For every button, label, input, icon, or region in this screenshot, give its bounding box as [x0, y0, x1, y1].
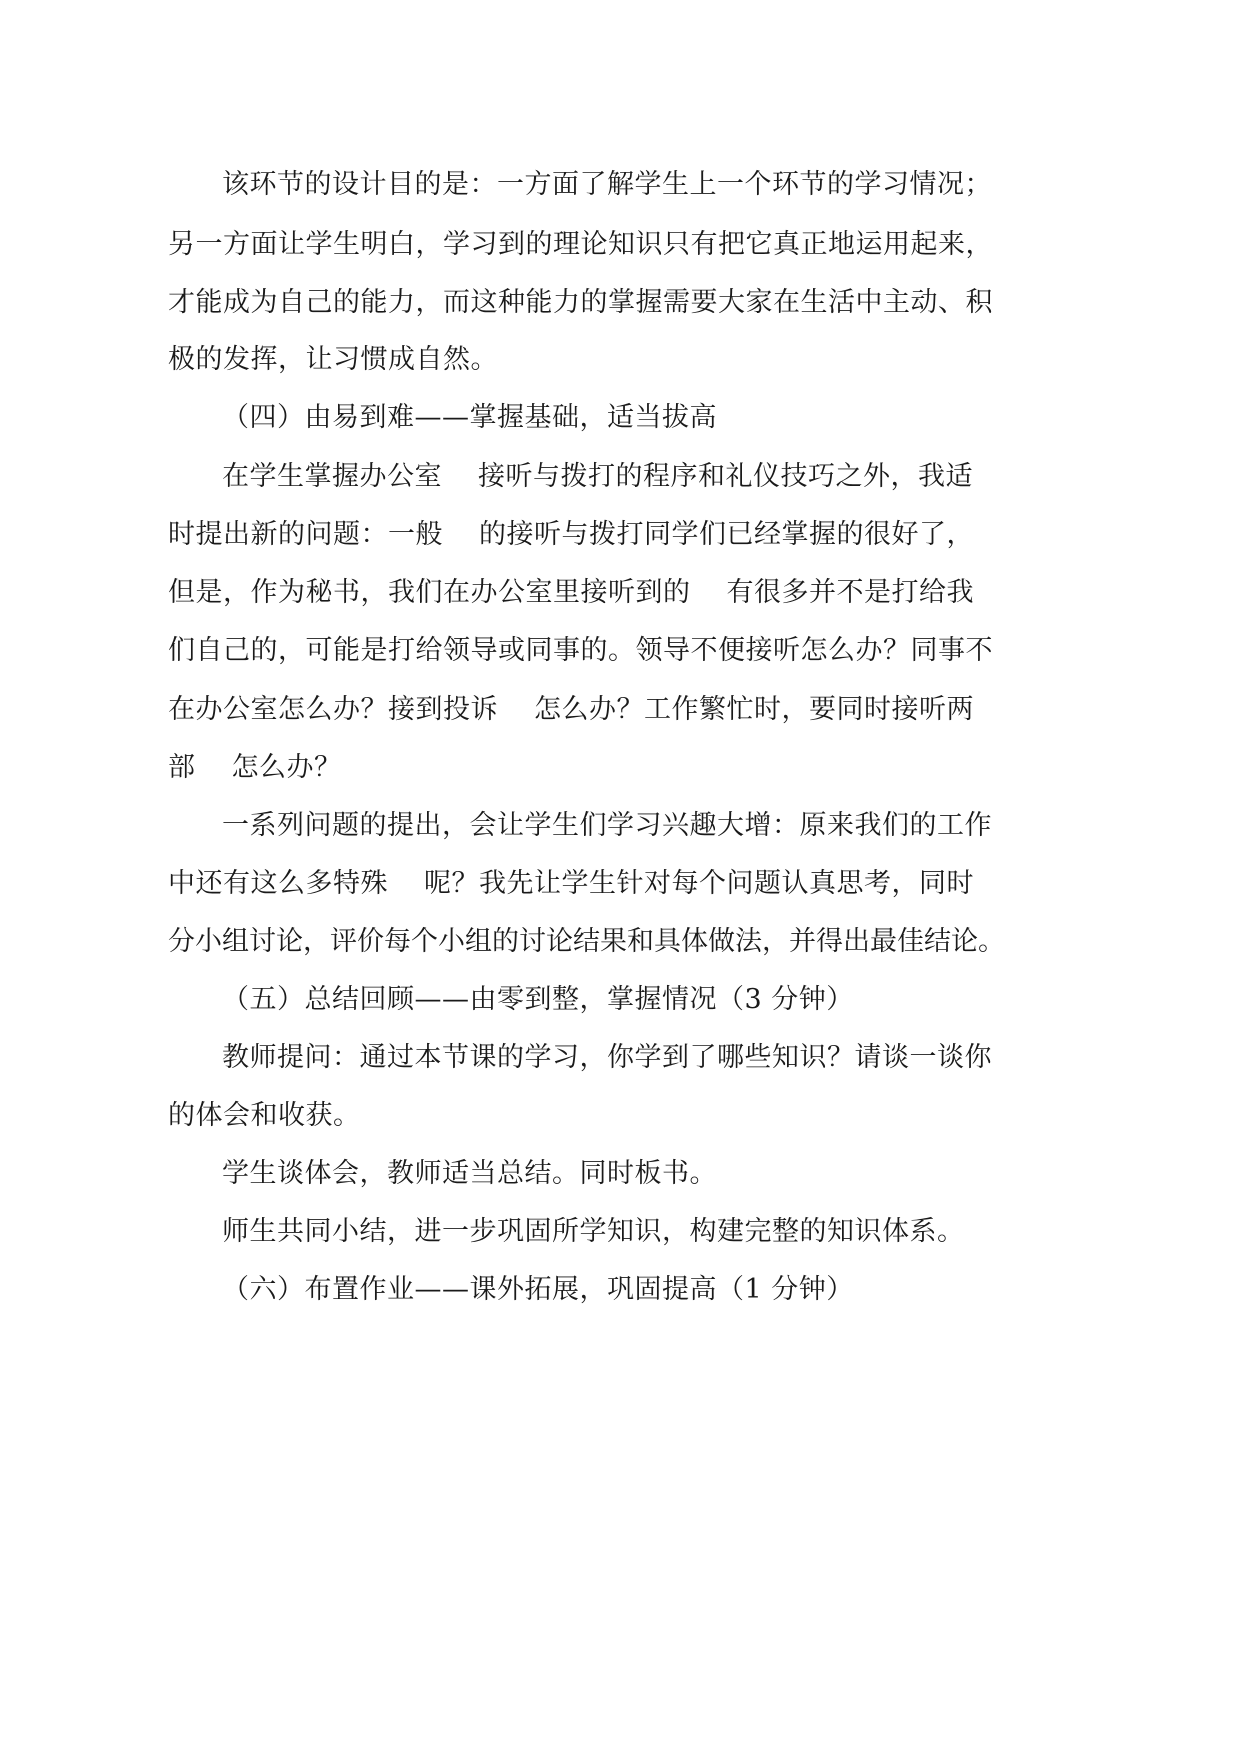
- paragraph-line: 分小组讨论，评价每个小组的讨论结果和具体做法，并得出最佳结论。: [168, 926, 1005, 957]
- line-segment: 呢？我先让学生针对每个问题认真思考，同时: [424, 868, 974, 899]
- section-heading: （五）总结回顾——由零到整，掌握情况（3 分钟）: [222, 984, 854, 1015]
- line-segment: 中还有这么多特殊: [168, 868, 388, 899]
- paragraph-line: [168, 690, 974, 730]
- line-segment: 但是，作为秘书，我们在办公室里接听到的: [168, 577, 691, 608]
- line-segment: 有很多并不是打给我: [726, 577, 974, 608]
- paragraph-line: [168, 748, 342, 788]
- paragraph-line: 一系列问题的提出，会让学生们学习兴趣大增：原来我们的工作: [222, 810, 992, 841]
- line-segment: 在学生掌握办公室: [222, 461, 442, 492]
- paragraph-line: [168, 515, 974, 555]
- paragraph-line: 的体会和收获。: [168, 1100, 361, 1131]
- line-segment: 时提出新的问题：一般: [168, 519, 443, 550]
- paragraph-line: 们自己的，可能是打给领导或同事的。领导不便接听怎么办？同事不: [168, 635, 993, 666]
- line-segment: 在办公室怎么办？接到投诉: [168, 694, 498, 725]
- paragraph-line: 该环节的设计目的是：一方面了解学生上一个环节的学习情况；: [222, 169, 992, 200]
- line-segment: 部: [168, 752, 196, 783]
- paragraph-line: 才能成为自己的能力，而这种能力的掌握需要大家在生活中主动、积: [168, 287, 993, 318]
- paragraph-line: 师生共同小结，进一步巩固所学知识，构建完整的知识体系。: [222, 1216, 965, 1247]
- paragraph-line: 教师提问：通过本节课的学习，你学到了哪些知识？请谈一谈你: [222, 1042, 992, 1073]
- line-segment: 怎么办？: [231, 752, 342, 783]
- line-segment: 接听与拨打的程序和礼仪技巧之外，我适: [478, 461, 973, 492]
- paragraph-line: [168, 864, 974, 904]
- paragraph-line: 学生谈体会，教师适当总结。同时板书。: [222, 1158, 717, 1189]
- line-segment: 怎么办？工作繁忙时，要同时接听两: [534, 694, 974, 725]
- section-heading: （六）布置作业——课外拓展，巩固提高（1 分钟）: [222, 1274, 854, 1305]
- paragraph-line: [168, 573, 974, 613]
- line-segment: 的接听与拨打同学们已经掌握的很好了，: [479, 519, 974, 550]
- paragraph-line: 极的发挥，让习惯成自然。: [168, 344, 498, 375]
- section-heading: （四）由易到难——掌握基础，适当拔高: [222, 402, 717, 433]
- paragraph-line: [222, 457, 973, 497]
- paragraph-line: 另一方面让学生明白，学习到的理论知识只有把它真正地运用起来，: [168, 229, 993, 260]
